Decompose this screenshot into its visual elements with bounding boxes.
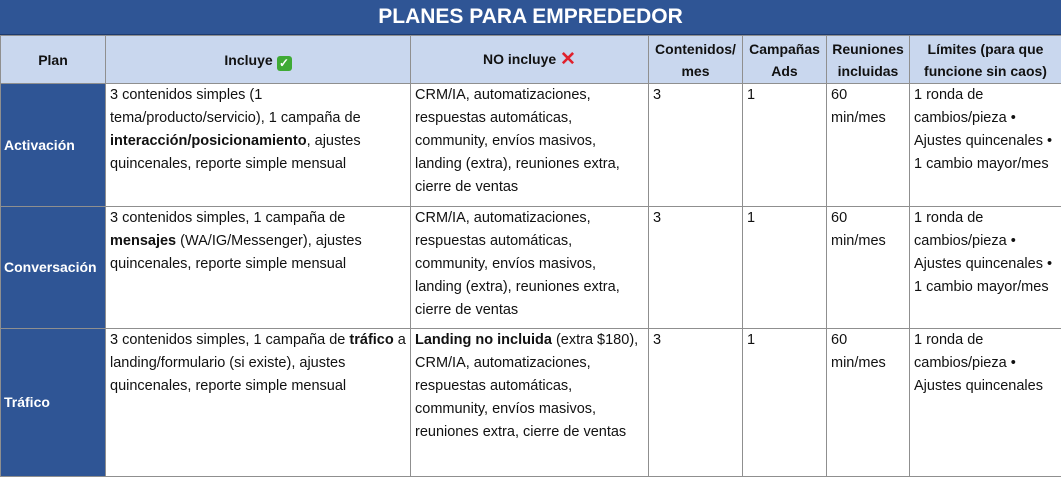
- header-no-incluye[interactable]: NO incluye ✕: [411, 36, 649, 84]
- reuniones-cell[interactable]: 60 min/mes: [827, 329, 910, 477]
- plan-name-cell[interactable]: Tráfico: [1, 329, 106, 477]
- plan-name-cell[interactable]: Conversación: [1, 207, 106, 329]
- table-row: [1, 329, 1061, 477]
- campanas-cell[interactable]: 1: [743, 84, 827, 207]
- campanas-cell[interactable]: 1: [743, 207, 827, 329]
- reuniones-cell[interactable]: 60 min/mes: [827, 84, 910, 207]
- incluye-cell[interactable]: 3 contenidos simples (1 tema/producto/servicio), 1 campaña de interacción/posicionamiento, ajustes quincenales, reporte simple mensual: [106, 84, 411, 207]
- limites-cell[interactable]: 1 ronda de cambios/pieza • Ajustes quincenales • 1 cambio mayor/mes: [910, 84, 1061, 207]
- no-incluye-cell[interactable]: CRM/IA, automatizaciones, respuestas automáticas, community, envíos masivos, landing (extra), reuniones extra, cierre de ventas: [411, 84, 649, 207]
- plan-name-cell[interactable]: Activación: [1, 84, 106, 207]
- limites-cell[interactable]: 1 ronda de cambios/pieza • Ajustes quincenales • 1 cambio mayor/mes: [910, 207, 1061, 329]
- no-incluye-cell[interactable]: CRM/IA, automatizaciones, respuestas automáticas, community, envíos masivos, landing (extra), reuniones extra, cierre de ventas: [411, 207, 649, 329]
- incluye-cell[interactable]: 3 contenidos simples, 1 campaña de mensajes (WA/IG/Messenger), ajustes quincenales, reporte simple mensual: [106, 207, 411, 329]
- header-contenidos[interactable]: Contenidos/ mes: [649, 36, 743, 84]
- contenidos-cell[interactable]: 3: [649, 329, 743, 477]
- check-icon: ✓: [277, 56, 292, 71]
- reuniones-cell[interactable]: 60 min/mes: [827, 207, 910, 329]
- contenidos-cell[interactable]: 3: [649, 207, 743, 329]
- campanas-cell[interactable]: 1: [743, 329, 827, 477]
- header-reuniones[interactable]: Reuniones incluidas: [827, 36, 910, 84]
- header-limites[interactable]: Límites (para que funcione sin caos): [910, 36, 1061, 84]
- no-incluye-cell[interactable]: Landing no incluida (extra $180), CRM/IA, automatizaciones, respuestas automáticas, community, envíos masivos, reuniones extra, cierre de ventas: [411, 329, 649, 477]
- header-plan[interactable]: Plan: [1, 36, 106, 84]
- limites-cell[interactable]: 1 ronda de cambios/pieza • Ajustes quincenales: [910, 329, 1061, 477]
- plans-table: [0, 35, 1061, 477]
- contenidos-cell[interactable]: 3: [649, 84, 743, 207]
- incluye-cell[interactable]: 3 contenidos simples, 1 campaña de tráfico a landing/formulario (si existe), ajustes quincenales, reporte simple mensual: [106, 329, 411, 477]
- header-row: [1, 36, 1061, 84]
- table-row: [1, 207, 1061, 329]
- header-campanas[interactable]: Campañas Ads: [743, 36, 827, 84]
- cross-icon: ✕: [560, 49, 576, 70]
- sheet-title: PLANES PARA EMPREDEDOR: [0, 0, 1061, 35]
- table-row: [1, 84, 1061, 207]
- header-incluye[interactable]: Incluye ✓: [106, 36, 411, 84]
